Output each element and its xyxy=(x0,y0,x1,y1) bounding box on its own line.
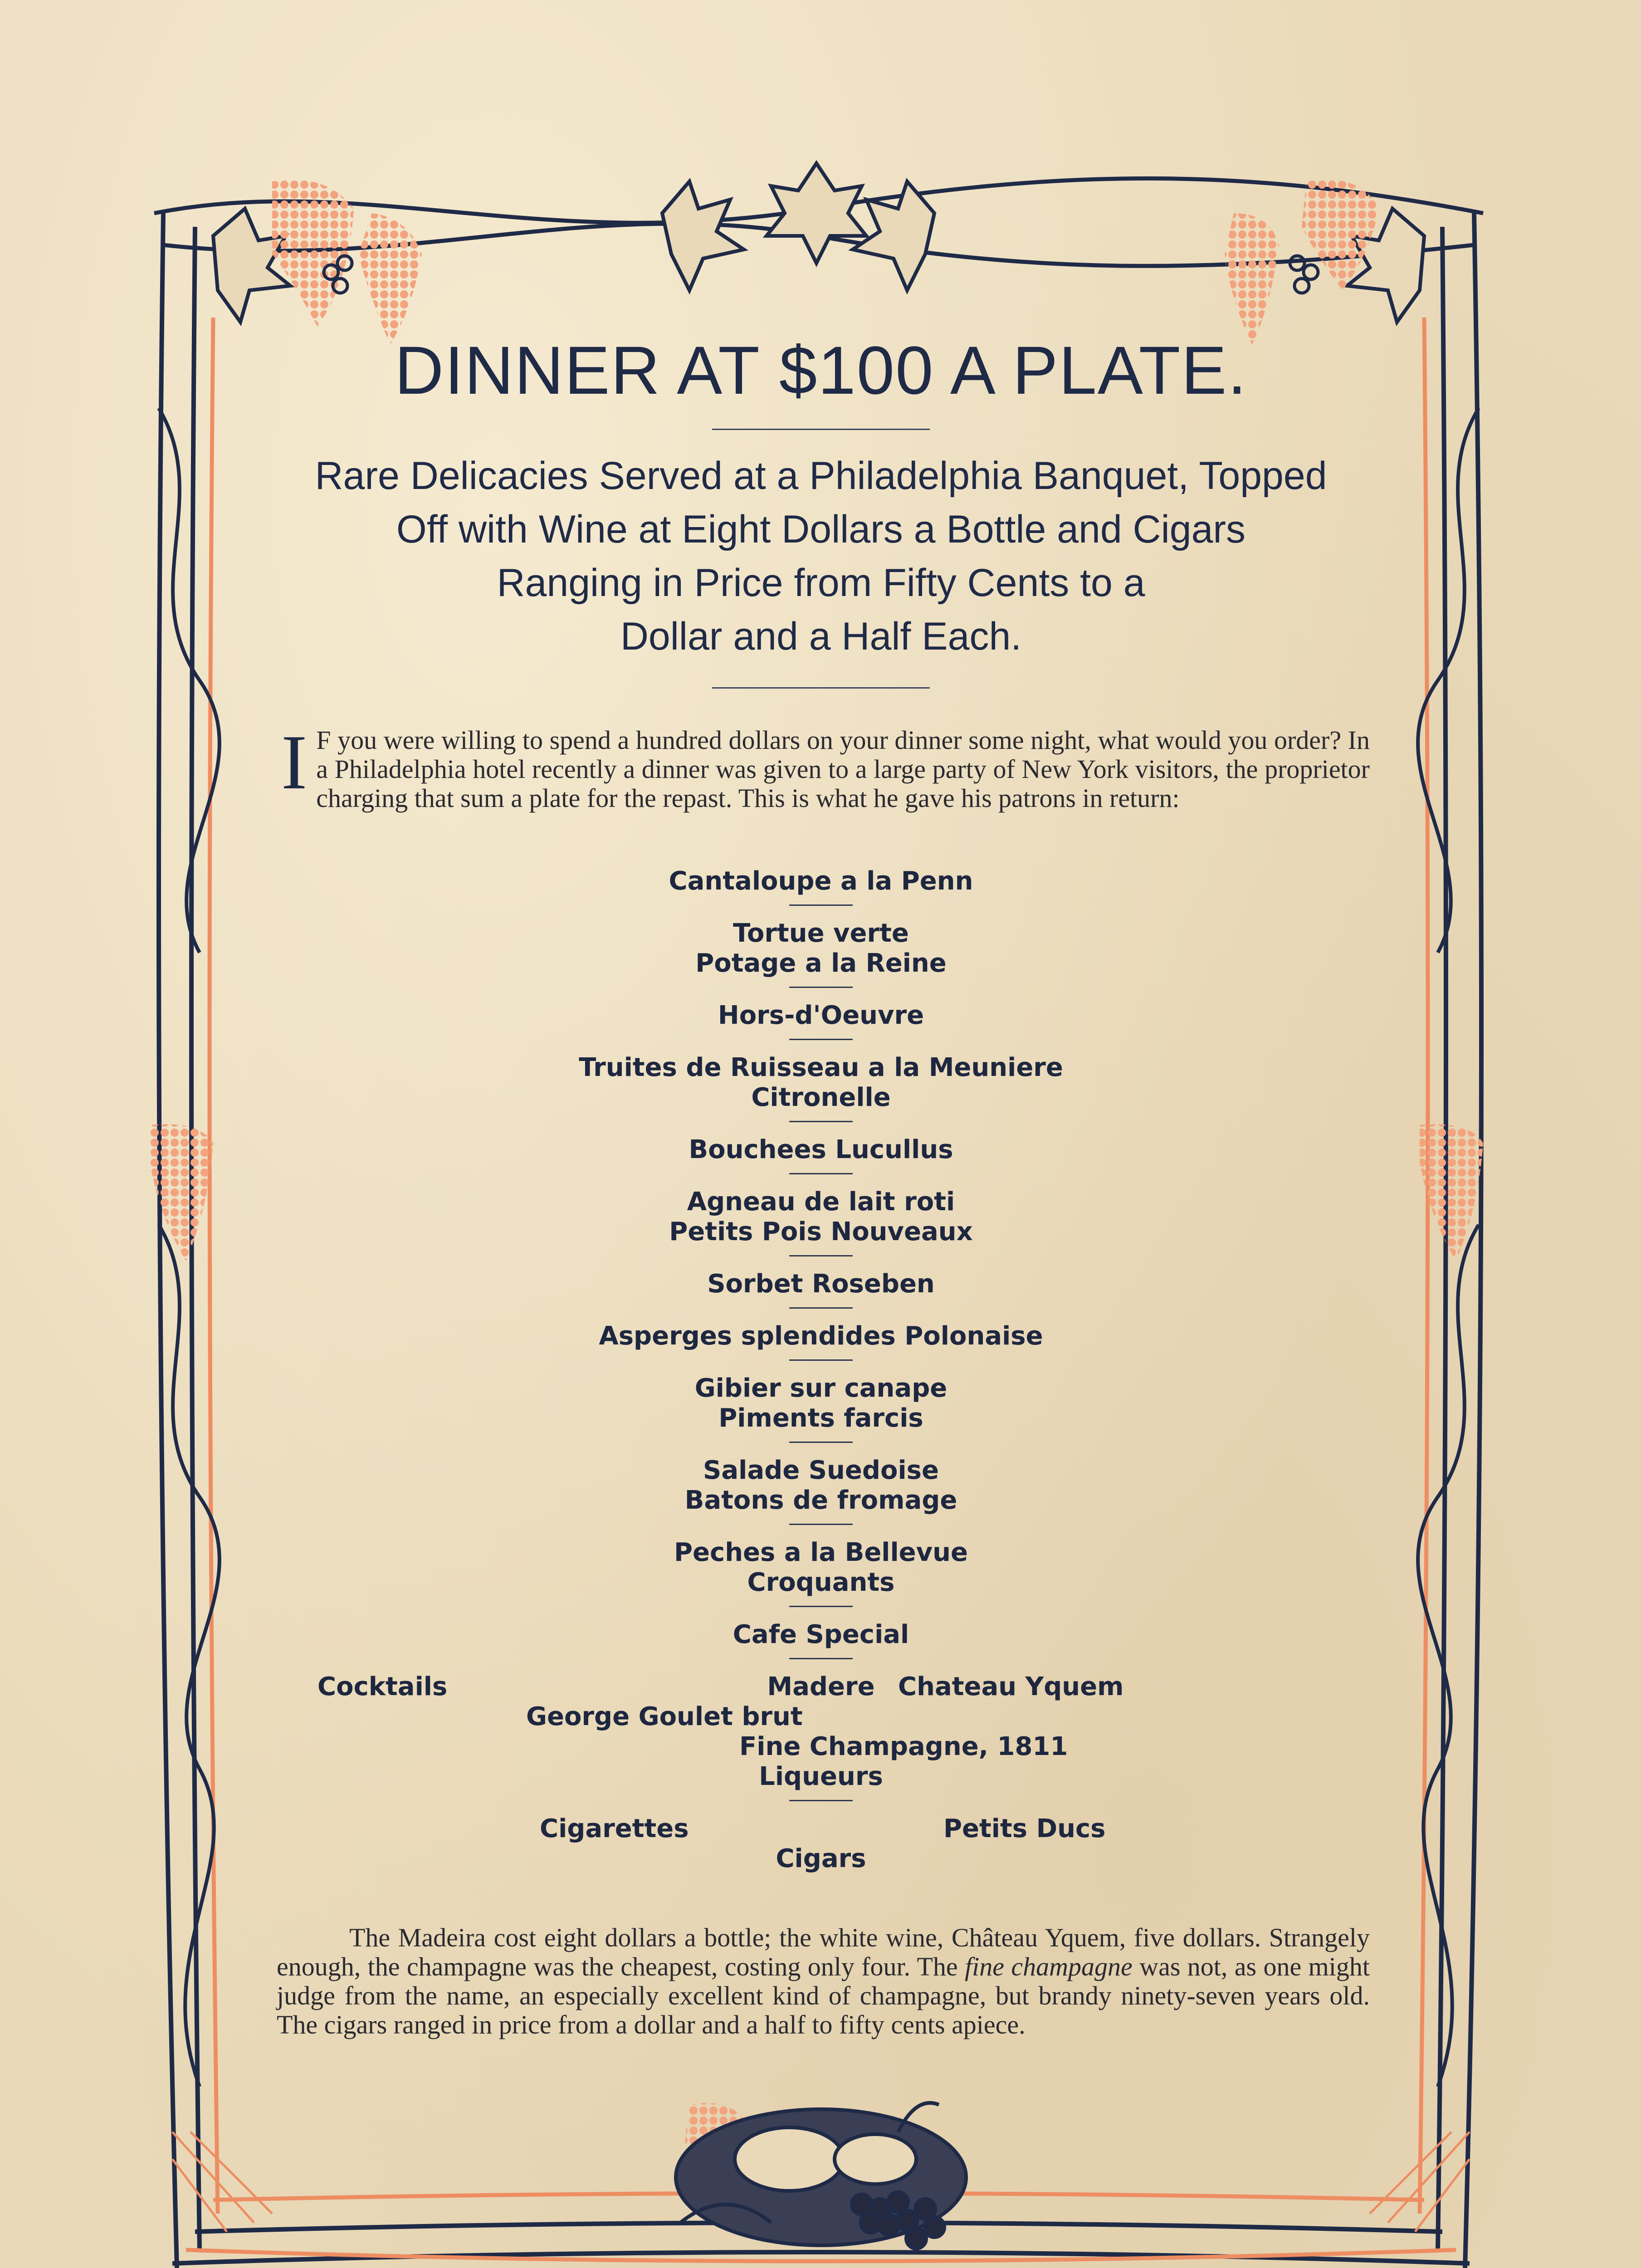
menu-item: Cafe Special xyxy=(733,1620,909,1649)
article-title: DINNER AT $100 A PLATE. xyxy=(394,332,1248,408)
closing-text: The Madeira cost eight dollars a bottle; the white wine, Château Yquem, five dollars. Strangely enough, the champagne was the cheapest, costing only four. The xyxy=(277,1923,1370,1981)
menu-divider xyxy=(789,1658,853,1659)
menu-item-chateau: Chateau Yquem xyxy=(898,1672,1124,1701)
subtitle-line: Dollar and a Half Each. xyxy=(620,615,1022,658)
menu-item: Tortue verte xyxy=(733,919,909,948)
article xyxy=(272,318,1370,2155)
menu-item: Cigarettes xyxy=(540,1814,689,1843)
menu-item: Batons de fromage xyxy=(684,1486,957,1515)
intro-paragraph xyxy=(281,719,1370,813)
menu-item: Gibier sur canape xyxy=(694,1374,947,1403)
subtitle-line: Off with Wine at Eight Dollars a Bottle and Cigars xyxy=(396,508,1246,551)
menu-divider xyxy=(789,1255,853,1256)
subtitle-line: Ranging in Price from Fifty Cents to a xyxy=(497,561,1145,605)
subtitle-line: Rare Delicacies Served at a Philadelphia Banquet, Topped xyxy=(315,454,1327,498)
menu-item: Asperges splendides Polonaise xyxy=(599,1321,1043,1351)
menu-item: Potage a la Reine xyxy=(695,948,947,978)
drop-cap: I xyxy=(281,719,308,806)
intro-text: F you were willing to spend a hundred dollars on your dinner some night, what would you order? In a Philadelphia hotel recently a dinner was given to a large party of New York visitors, the proprietor charging that sum a plate for the repast. This is what he gave his patrons in return: xyxy=(316,725,1370,813)
menu-item-madere: Madere xyxy=(767,1672,875,1701)
menu-item: Liqueurs xyxy=(759,1762,883,1791)
title-divider xyxy=(712,429,930,430)
menu-item: Bouchees Lucullus xyxy=(689,1135,953,1164)
closing-paragraph xyxy=(277,1923,1370,2039)
menu-item: Truites de Ruisseau a la Meuniere xyxy=(579,1053,1063,1082)
menu-divider xyxy=(789,1800,853,1801)
menu-divider xyxy=(789,904,853,906)
menu-item: Croquants xyxy=(747,1568,895,1597)
menu-item: Agneau de lait roti xyxy=(687,1187,955,1217)
closing-text-end: was not, as one might judge from the name, an especially excellent kind of champagne, but brandy ninety-seven years old. The cigars ranged in price from a dollar and a half to fifty cents apiece. xyxy=(277,1952,1370,2039)
menu-item: Sorbet Roseben xyxy=(707,1269,935,1299)
menu-item: Petits Pois Nouveaux xyxy=(669,1217,973,1246)
menu-divider xyxy=(789,1606,853,1607)
menu-item: Cantaloupe a la Penn xyxy=(669,866,973,896)
article-subtitle xyxy=(272,449,1370,663)
menu-divider xyxy=(789,987,853,988)
subtitle-divider xyxy=(712,687,930,689)
menu-item: Cigars xyxy=(776,1844,866,1873)
menu-item: Fine Champagne, 1811 xyxy=(739,1732,1068,1761)
menu-item: Salade Suedoise xyxy=(703,1456,939,1485)
menu-divider xyxy=(789,1039,853,1040)
menu-item-cocktails: Cocktails xyxy=(317,1672,448,1701)
menu-item: George Goulet brut xyxy=(526,1702,803,1731)
closing-italic: fine champagne xyxy=(965,1952,1133,1981)
menu-divider xyxy=(789,1442,853,1443)
menu-item: Hors-d'Oeuvre xyxy=(718,1001,924,1030)
menu-item: Peches a la Bellevue xyxy=(674,1538,968,1567)
menu-divider xyxy=(789,1307,853,1309)
menu-divider xyxy=(789,1359,853,1361)
menu-item: Petits Ducs xyxy=(943,1814,1106,1843)
menu-item: Citronelle xyxy=(751,1083,891,1112)
menu-divider xyxy=(789,1173,853,1174)
menu-divider xyxy=(789,1121,853,1122)
menu-item: Piments farcis xyxy=(718,1403,923,1433)
menu-divider xyxy=(789,1524,853,1525)
